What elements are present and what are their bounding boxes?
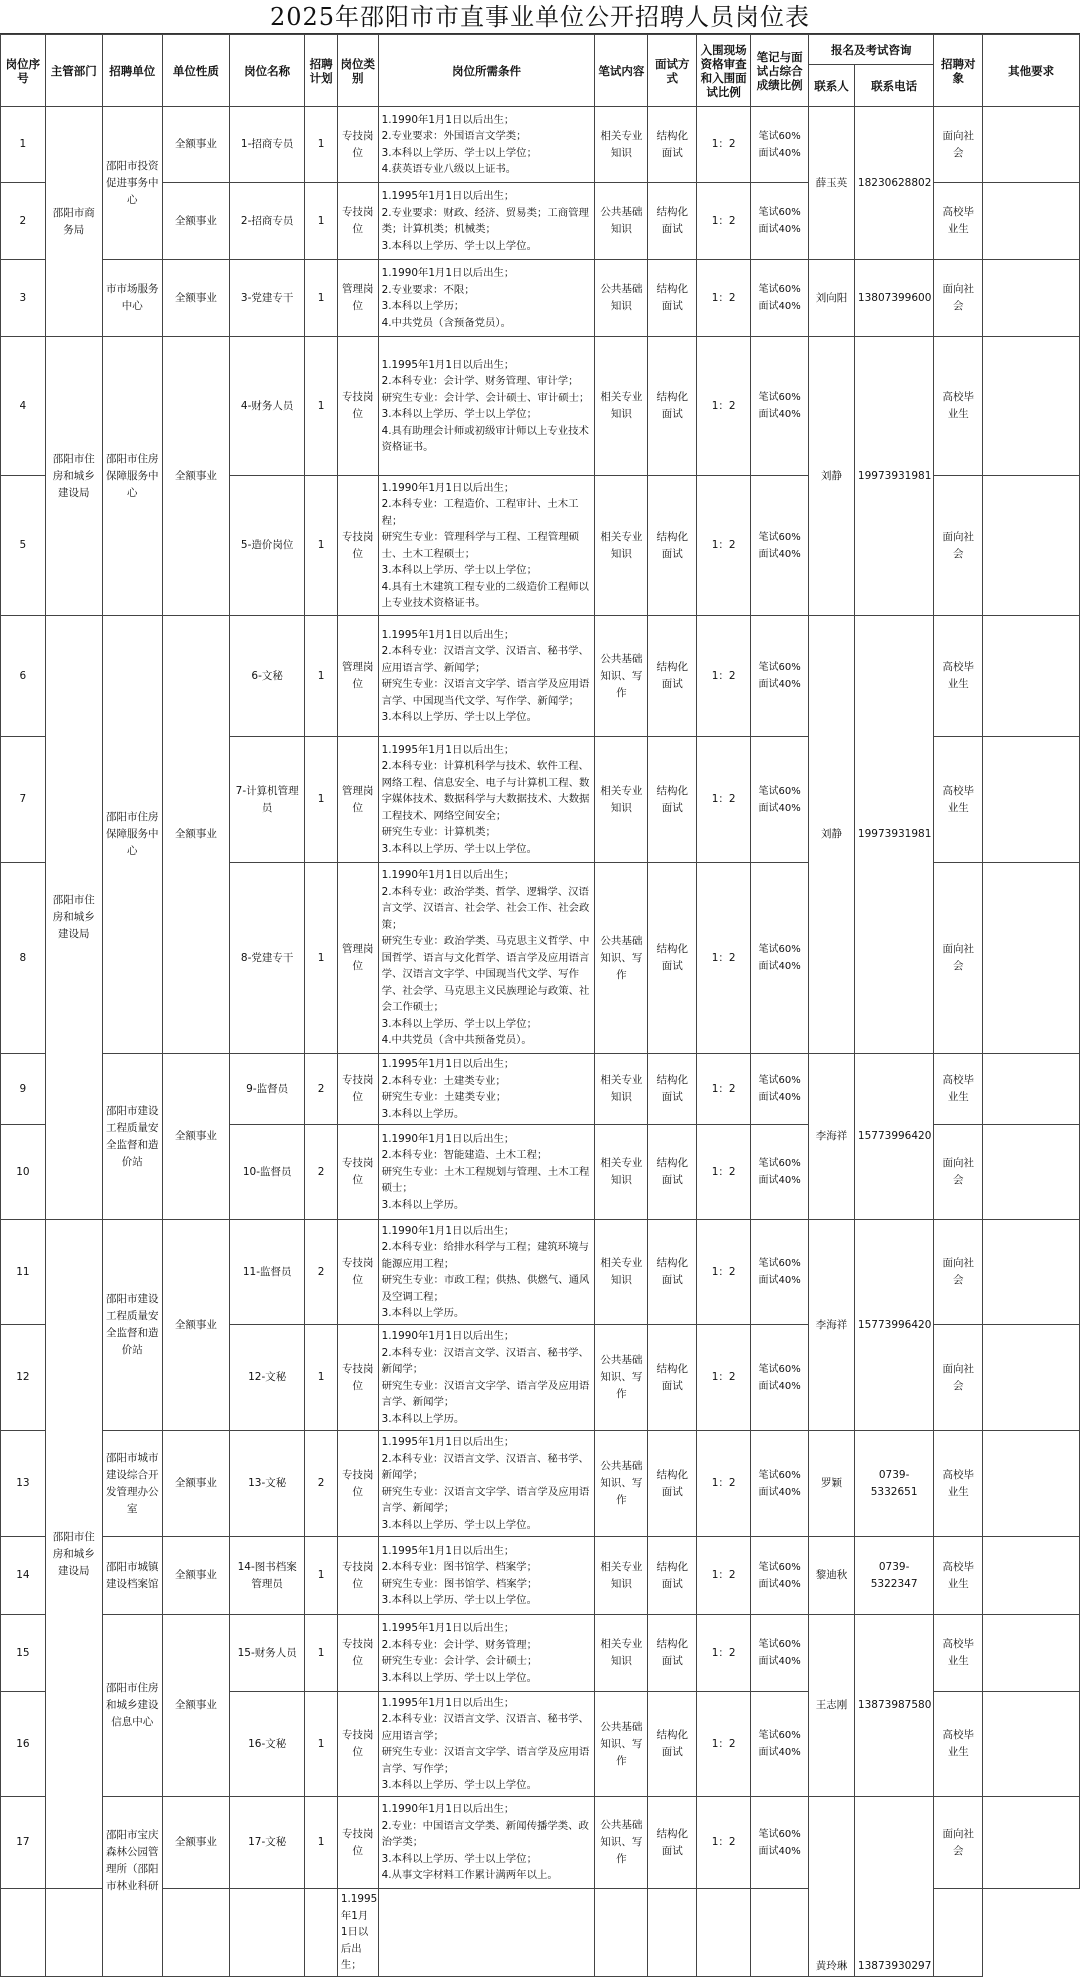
row-seq: 3 — [1, 260, 46, 337]
category-cell — [305, 1889, 338, 1977]
unit-cell: 邵阳市住房保障服务中心 — [102, 616, 162, 1054]
page-title: 2025年邵阳市市直事业单位公开招聘人员岗位表 — [0, 0, 1080, 34]
exam-cell: 公共基础知识、写作 — [595, 1431, 648, 1537]
exam-cell: 公共基础知识、写作 — [595, 863, 648, 1054]
header-weight: 笔记与面试占综合成绩比例 — [751, 35, 809, 107]
header-category: 岗位类别 — [337, 35, 378, 107]
conditions-cell: 1.1995年1月1日以后出生； 2.本科专业：汉语言文学、汉语言、秘书学、新闻学； 研究生专业：汉语言文字学、语言学及应用语言学、新闻学； 3.本科以上学历、学士以上学位。 — [378, 1431, 595, 1537]
contact-phone-cell: 19973931981 — [854, 337, 933, 616]
job-table — [0, 34, 1080, 1977]
other-cell — [983, 1054, 1080, 1125]
contact-name-cell: 黄玲琳 — [809, 1797, 855, 1977]
plan-cell: 1 — [305, 260, 338, 337]
exam-cell: 公共基础知识、写作 — [595, 1797, 648, 1889]
plan-cell: 1 — [305, 863, 338, 1054]
job-name-cell: 6-文秘 — [230, 616, 305, 737]
nature-cell: 全额事业 — [162, 1797, 229, 1889]
table-row — [1, 1431, 1080, 1537]
conditions-cell: 1.1995年1月1日以后出生； 2.本科专业：汉语言文学、汉语言、秘书学、应用语言学； 研究生专业：汉语言文字学、语言学及应用语言学、写作学； 3.本科以上学历、学士以上学位。 — [378, 1692, 595, 1797]
contact-name-cell: 李海祥 — [809, 1054, 855, 1220]
plan-cell: 1 — [305, 107, 338, 183]
ratio-cell: 1：2 — [697, 107, 751, 183]
exam-cell: 相关专业知识 — [595, 1220, 648, 1325]
target-cell: 高校毕业生 — [934, 183, 983, 260]
ratio-cell: 1：2 — [697, 1220, 751, 1325]
other-cell — [983, 107, 1080, 183]
row-seq: 2 — [1, 183, 46, 260]
plan-cell: 2 — [305, 1125, 338, 1220]
row-seq: 5 — [1, 476, 46, 616]
ratio-cell: 1：2 — [697, 260, 751, 337]
contact-phone-cell: 19973931981 — [854, 616, 933, 1054]
interview-cell: 结构化面试 — [648, 1125, 697, 1220]
interview-cell: 结构化面试 — [648, 107, 697, 183]
job-name-cell: 9-监督员 — [230, 1054, 305, 1125]
header-seq: 岗位序号 — [1, 35, 46, 107]
plan-cell: 2 — [305, 1220, 338, 1325]
other-cell — [983, 1220, 1080, 1325]
row-seq: 7 — [1, 737, 46, 863]
weight-cell: 笔试60% 面试40% — [751, 737, 809, 863]
contact-phone-cell: 13873930297 — [854, 1797, 933, 1977]
target-cell: 面向社会 — [934, 1325, 983, 1431]
job-name-cell: 16-文秘 — [230, 1692, 305, 1797]
header-consult: 报名及考试咨询 — [809, 35, 934, 65]
conditions-cell: 1.1995年1月1日以后出生； 2.本科专业：图书馆学、档案学； 研究生专业：图书馆学、档案学； 3.本科以上学历、学士以上学位。 — [378, 1537, 595, 1615]
exam-cell: 公共基础知识、写作 — [595, 1325, 648, 1431]
exam-cell: 公共基础知识 — [595, 183, 648, 260]
ratio-cell: 1：2 — [697, 1125, 751, 1220]
category-cell: 专技岗位 — [337, 476, 378, 616]
conditions-cell: 1.1990年1月1日以后出生； 2.专业要求：外国语言文学类； 3.本科以上学历、学士以上学位； 4.获英语专业八级以上证书。 — [378, 107, 595, 183]
other-cell — [983, 1325, 1080, 1431]
ratio-cell: 1：2 — [697, 863, 751, 1054]
category-cell: 专技岗位 — [337, 1220, 378, 1325]
other-cell — [983, 1797, 1080, 1889]
conditions-cell: 1.1990年1月1日以后出生； 2.本科专业：给排水科学与工程；建筑环境与能源应用工程； 研究生专业：市政工程；供热、供燃气、通风及空调工程； 3.本科以上学历。 — [378, 1220, 595, 1325]
contact-phone-cell: 13873987580 — [854, 1615, 933, 1797]
dept-cell: 邵阳市住房和城乡建设局 — [45, 1220, 102, 1889]
category-cell: 专技岗位 — [337, 1325, 378, 1431]
row-seq: 13 — [1, 1431, 46, 1537]
target-cell: 面向社会 — [934, 1220, 983, 1325]
weight-cell: 笔试60% 面试40% — [751, 863, 809, 1054]
job-name-cell: 14-图书档案管理员 — [230, 1537, 305, 1615]
job-table-sheet — [0, 34, 1080, 1972]
dept-cell: 邵阳市住房和城乡建设局 — [45, 616, 102, 1220]
other-cell — [934, 1889, 983, 1977]
weight-cell: 笔试60% 面试40% — [751, 1692, 809, 1797]
row-seq: 15 — [1, 1615, 46, 1692]
target-cell: 高校毕业生 — [934, 337, 983, 476]
interview-cell: 结构化面试 — [648, 616, 697, 737]
table-row — [1, 616, 1080, 737]
contact-name-cell: 王志刚 — [809, 1615, 855, 1797]
target-cell: 面向社会 — [934, 1797, 983, 1889]
other-cell — [983, 476, 1080, 616]
contact-name-cell: 刘向阳 — [809, 260, 855, 337]
row-seq: 17 — [1, 1797, 46, 1889]
weight-cell: 笔试60% 面试40% — [751, 337, 809, 476]
conditions-cell: 1.1990年1月1日以后出生； 2.本科专业：政治学类、哲学、逻辑学、汉语言文学、汉语言、社会学、社会工作、社会政策； 研究生专业：政治学类、马克思主义哲学、中国哲学、语言与文化哲学、语言学及应用语言学、汉语言文字学、中国现当代文学、写作学、社会学、马克思主义民族理论与政策、社会工作硕士； 3.本科以上学历、学士以上学位； 4.中共党员（含中共预备党员）。 — [378, 863, 595, 1054]
target-cell: 高校毕业生 — [934, 1615, 983, 1692]
exam-cell: 相关专业知识 — [595, 1537, 648, 1615]
weight-cell: 笔试60% 面试40% — [751, 107, 809, 183]
conditions-cell: 1.1995年1月1日以后出生； 2.本科专业：会计学、财务管理、审计学； 研究生专业：会计学、会计硕士、审计硕士； 3.本科以上学历、学士以上学位； 4.具有助理会计师或初级审计师以上专业技术资格证书。 — [378, 337, 595, 476]
exam-cell: 公共基础知识、写作 — [595, 616, 648, 737]
header-ratio: 入围现场资格审查和入围面试比例 — [697, 35, 751, 107]
category-cell: 专技岗位 — [337, 1125, 378, 1220]
plan-cell — [230, 1889, 305, 1977]
job-name-cell: 2-招商专员 — [230, 183, 305, 260]
ratio-cell: 1：2 — [697, 1692, 751, 1797]
plan-cell: 1 — [305, 476, 338, 616]
conditions-cell: 1.1995年1月1日以后出生； 2.本科专业：计算机科学与技术、软件工程、网络工程、信息安全、电子与计算机工程、数字媒体技术、数据科学与大数据技术、大数据工程技术、网络空间安全； 研究生专业：计算机类； 3.本科以上学历、学士以上学位。 — [378, 737, 595, 863]
conditions-cell: 1.1990年1月1日以后出生； 2.专业：中国语言文学类、新闻传播学类、政治学类； 3.本科以上学历、学士以上学位； 4.从事文字材料工作累计满两年以上。 — [378, 1797, 595, 1889]
ratio-cell: 1：2 — [697, 337, 751, 476]
target-cell: 高校毕业生 — [934, 1692, 983, 1797]
target-cell: 高校毕业生 — [934, 1537, 983, 1615]
row-seq: 4 — [1, 337, 46, 476]
job-name-cell: 7-计算机管理员 — [230, 737, 305, 863]
interview-cell: 结构化面试 — [648, 1797, 697, 1889]
plan-cell: 1 — [305, 1797, 338, 1889]
header-dept: 主管部门 — [45, 35, 102, 107]
interview-cell: 结构化面试 — [648, 863, 697, 1054]
header-conditions: 岗位所需条件 — [378, 35, 595, 107]
other-cell — [983, 1692, 1080, 1797]
interview-cell: 结构化面试 — [648, 1615, 697, 1692]
unit-cell: 邵阳市投资促进事务中心 — [102, 107, 162, 260]
conditions-cell: 1.1990年1月1日以后出生； 2.本科专业：汉语言文学、汉语言、秘书学、新闻学； 研究生专业：汉语言文字学、语言学及应用语言学、新闻学； 3.本科以上学历。 — [378, 1325, 595, 1431]
exam-cell — [378, 1889, 595, 1977]
job-name-cell — [162, 1889, 229, 1977]
ratio-cell: 1：2 — [697, 476, 751, 616]
target-cell: 高校毕业生 — [934, 737, 983, 863]
interview-cell: 结构化面试 — [648, 1692, 697, 1797]
interview-cell: 结构化面试 — [648, 1054, 697, 1125]
plan-cell: 1 — [305, 1537, 338, 1615]
interview-cell: 结构化面试 — [648, 337, 697, 476]
row-seq: 11 — [1, 1220, 46, 1325]
plan-cell: 2 — [305, 1054, 338, 1125]
exam-cell: 相关专业知识 — [595, 476, 648, 616]
job-name-cell: 1-招商专员 — [230, 107, 305, 183]
job-name-cell: 8-党建专干 — [230, 863, 305, 1054]
interview-cell: 结构化面试 — [648, 183, 697, 260]
category-cell: 管理岗位 — [337, 616, 378, 737]
interview-cell: 结构化面试 — [648, 1537, 697, 1615]
weight-cell: 笔试60% 面试40% — [751, 1537, 809, 1615]
weight-cell: 笔试60% 面试40% — [751, 1797, 809, 1889]
job-name-cell: 4-财务人员 — [230, 337, 305, 476]
category-cell: 专技岗位 — [337, 1615, 378, 1692]
interview-cell: 结构化面试 — [648, 1431, 697, 1537]
table-row — [1, 337, 1080, 476]
unit-cell: 邵阳市城市建设综合开发管理办公室 — [102, 1431, 162, 1537]
exam-cell: 相关专业知识 — [595, 737, 648, 863]
target-cell: 高校毕业生 — [934, 616, 983, 737]
ratio-cell: 1：2 — [697, 1054, 751, 1125]
contact-name-cell: 刘静 — [809, 616, 855, 1054]
target-cell: 面向社会 — [934, 1125, 983, 1220]
category-cell: 专技岗位 — [337, 337, 378, 476]
header-plan: 招聘计划 — [305, 35, 338, 107]
unit-cell: 市市场服务中心 — [102, 260, 162, 337]
weight-cell: 笔试60% 面试40% — [751, 476, 809, 616]
unit-cell: 邵阳市住房和城乡建设信息中心 — [102, 1615, 162, 1797]
other-cell — [983, 616, 1080, 737]
exam-cell: 公共基础知识、写作 — [595, 1692, 648, 1797]
table-row — [1, 1054, 1080, 1125]
plan-cell: 1 — [305, 183, 338, 260]
conditions-cell: 1.1995年1月1日以后出生； 2.本科专业：土建类专业； 研究生专业：土建类专业； 3.本科以上学历。 — [378, 1054, 595, 1125]
contact-phone-cell: 13807399600 — [854, 260, 933, 337]
exam-cell: 相关专业知识 — [595, 1054, 648, 1125]
table-row — [1, 107, 1080, 183]
conditions-cell: 1.1995年1月1日以后出生； 2.本科专业：会计学、财务管理； 研究生专业：会计学、会计硕士； 3.本科以上学历、学士以上学位。 — [378, 1615, 595, 1692]
unit-cell: 邵阳市建设工程质量安全监督和造价站 — [102, 1054, 162, 1220]
exam-cell: 相关专业知识 — [595, 1615, 648, 1692]
plan-cell: 1 — [305, 616, 338, 737]
plan-cell: 1 — [305, 1692, 338, 1797]
nature-cell: 全额事业 — [162, 1431, 229, 1537]
nature-cell — [45, 1889, 102, 1977]
weight-cell: 笔试60% 面试40% — [751, 1125, 809, 1220]
row-seq: 6 — [1, 616, 46, 737]
target-cell — [751, 1889, 809, 1977]
unit-cell: 邵阳市住房保障服务中心 — [102, 337, 162, 616]
conditions-cell: 1.1990年1月1日以后出生； 2.专业要求：不限； 3.本科以上学历； 4.中共党员（含预备党员）。 — [378, 260, 595, 337]
weight-cell: 笔试60% 面试40% — [751, 1615, 809, 1692]
table-row — [1, 1220, 1080, 1325]
exam-cell: 相关专业知识 — [595, 337, 648, 476]
target-cell: 面向社会 — [934, 476, 983, 616]
target-cell: 面向社会 — [934, 260, 983, 337]
row-seq: 14 — [1, 1537, 46, 1615]
other-cell — [983, 337, 1080, 476]
table-row — [1, 260, 1080, 337]
job-name-cell: 11-监督员 — [230, 1220, 305, 1325]
unit-cell: 邵阳市宝庆森林公园管理所（邵阳市林业科研 — [102, 1797, 162, 1977]
unit-cell: 邵阳市城镇建设档案馆 — [102, 1537, 162, 1615]
target-cell: 面向社会 — [934, 863, 983, 1054]
job-name-cell: 17-文秘 — [230, 1797, 305, 1889]
row-seq: 10 — [1, 1125, 46, 1220]
other-cell — [983, 1537, 1080, 1615]
target-cell: 高校毕业生 — [934, 1431, 983, 1537]
contact-name-cell: 薛玉英 — [809, 107, 855, 260]
row-seq — [1, 1889, 46, 1977]
nature-cell: 全额事业 — [162, 183, 229, 260]
exam-cell: 公共基础知识 — [595, 260, 648, 337]
contact-name-cell: 刘静 — [809, 337, 855, 616]
dept-cell: 邵阳市住房和城乡建设局 — [45, 337, 102, 616]
other-cell — [983, 1125, 1080, 1220]
nature-cell: 全额事业 — [162, 1537, 229, 1615]
category-cell: 管理岗位 — [337, 863, 378, 1054]
weight-cell: 笔试60% 面试40% — [751, 260, 809, 337]
weight-cell: 笔试60% 面试40% — [751, 1325, 809, 1431]
job-name-cell: 5-造价岗位 — [230, 476, 305, 616]
category-cell: 管理岗位 — [337, 737, 378, 863]
ratio-cell: 1：2 — [697, 183, 751, 260]
interview-cell: 结构化面试 — [648, 476, 697, 616]
weight-cell: 笔试60% 面试40% — [751, 1220, 809, 1325]
ratio-cell: 1：2 — [697, 616, 751, 737]
header-interview: 面试方式 — [648, 35, 697, 107]
plan-cell: 1 — [305, 1325, 338, 1431]
category-cell: 专技岗位 — [337, 183, 378, 260]
ratio-cell: 1：2 — [697, 1615, 751, 1692]
dept-cell: 邵阳市商务局 — [45, 107, 102, 337]
category-cell: 管理岗位 — [337, 260, 378, 337]
header-name: 岗位名称 — [230, 35, 305, 107]
category-cell: 专技岗位 — [337, 1797, 378, 1889]
weight-cell: 笔试60% 面试40% — [751, 1431, 809, 1537]
category-cell: 专技岗位 — [337, 1054, 378, 1125]
table-row — [1, 1537, 1080, 1615]
nature-cell: 全额事业 — [162, 1615, 229, 1797]
other-cell — [983, 183, 1080, 260]
header-other: 其他要求 — [983, 35, 1080, 107]
weight-cell — [697, 1889, 751, 1977]
contact-phone-cell: 18230628802 — [854, 107, 933, 260]
ratio-cell: 1：2 — [697, 737, 751, 863]
interview-cell: 结构化面试 — [648, 1220, 697, 1325]
other-cell — [983, 863, 1080, 1054]
exam-cell: 相关专业知识 — [595, 107, 648, 183]
nature-cell: 全额事业 — [162, 107, 229, 183]
conditions-cell: 1.1990年1月1日以后出生； 2.本科专业：智能建造、土木工程； 研究生专业：土木工程规划与管理、土木工程硕士； 3.本科以上学历。 — [378, 1125, 595, 1220]
weight-cell: 笔试60% 面试40% — [751, 1054, 809, 1125]
category-cell: 专技岗位 — [337, 1537, 378, 1615]
unit-cell: 邵阳市建设工程质量安全监督和造价站 — [102, 1220, 162, 1431]
target-cell: 高校毕业生 — [934, 1054, 983, 1125]
conditions-cell: 1.1995年1月1日以后出生； 2.本科专业：汉语言文学、汉语言、秘书学、应用语言学、新闻学； 研究生专业：汉语言文字学、语言学及应用语言学、中国现当代文学、写作学、新闻学； 3.本科以上学历、学士以上学位。 — [378, 616, 595, 737]
header-exam: 笔试内容 — [595, 35, 648, 107]
nature-cell: 全额事业 — [162, 1054, 229, 1220]
interview-cell: 结构化面试 — [648, 737, 697, 863]
ratio-cell: 1：2 — [697, 1537, 751, 1615]
other-cell — [983, 737, 1080, 863]
plan-cell: 1 — [305, 737, 338, 863]
contact-phone-cell: 15773996420 — [854, 1220, 933, 1431]
interview-cell — [595, 1889, 648, 1977]
weight-cell: 笔试60% 面试40% — [751, 616, 809, 737]
category-cell: 专技岗位 — [337, 107, 378, 183]
exam-cell: 相关专业知识 — [595, 1125, 648, 1220]
conditions-cell: 1.1990年1月1日以后出生； 2.本科专业：工程造价、工程审计、土木工程； 研究生专业：管理科学与工程、工程管理硕士、土木工程硕士； 3.本科以上学历、学士以上学位； 4.具有土木建筑工程专业的二级造价工程师以上专业技术资格证书。 — [378, 476, 595, 616]
other-cell — [983, 1431, 1080, 1537]
ratio-cell: 1：2 — [697, 1431, 751, 1537]
job-name-cell: 3-党建专干 — [230, 260, 305, 337]
job-name-cell: 12-文秘 — [230, 1325, 305, 1431]
ratio-cell: 1：2 — [697, 1797, 751, 1889]
other-cell — [983, 260, 1080, 337]
contact-phone-cell: 15773996420 — [854, 1054, 933, 1220]
category-cell: 专技岗位 — [337, 1431, 378, 1537]
row-seq: 16 — [1, 1692, 46, 1797]
ratio-cell: 1：2 — [697, 1325, 751, 1431]
contact-name-cell: 黎迪秋 — [809, 1537, 855, 1615]
target-cell: 面向社会 — [934, 107, 983, 183]
row-seq: 8 — [1, 863, 46, 1054]
table-row — [1, 1797, 1080, 1889]
ratio-cell — [648, 1889, 697, 1977]
table-row — [1, 1615, 1080, 1692]
row-seq: 1 — [1, 107, 46, 183]
header-phone: 联系电话 — [854, 65, 933, 107]
other-cell — [983, 1615, 1080, 1692]
nature-cell: 全额事业 — [162, 337, 229, 616]
row-seq: 12 — [1, 1325, 46, 1431]
row-seq: 9 — [1, 1054, 46, 1125]
contact-name-cell: 李海祥 — [809, 1220, 855, 1431]
header-contact: 联系人 — [809, 65, 855, 107]
contact-phone-cell: 0739-5332651 — [854, 1431, 933, 1537]
conditions-cell: 1.1995年1月1日以后出生； 2.专业要求：财政、经济、贸易类；工商管理类；计算机类；机械类； 3.本科以上学历、学士以上学位。 — [378, 183, 595, 260]
job-name-cell: 15-财务人员 — [230, 1615, 305, 1692]
plan-cell: 2 — [305, 1431, 338, 1537]
interview-cell: 结构化面试 — [648, 260, 697, 337]
job-name-cell: 13-文秘 — [230, 1431, 305, 1537]
header-unit: 招聘单位 — [102, 35, 162, 107]
interview-cell: 结构化面试 — [648, 1325, 697, 1431]
contact-name-cell: 罗颖 — [809, 1431, 855, 1537]
header-target: 招聘对象 — [934, 35, 983, 107]
contact-phone-cell: 0739-5322347 — [854, 1537, 933, 1615]
job-name-cell: 10-监督员 — [230, 1125, 305, 1220]
nature-cell: 全额事业 — [162, 260, 229, 337]
plan-cell: 1 — [305, 1615, 338, 1692]
plan-cell: 1 — [305, 337, 338, 476]
nature-cell: 全额事业 — [162, 1220, 229, 1431]
conditions-cell: 1.1995年1月1日以后出生； — [337, 1889, 378, 1977]
weight-cell: 笔试60% 面试40% — [751, 183, 809, 260]
nature-cell: 全额事业 — [162, 616, 229, 1054]
header-nature: 单位性质 — [162, 35, 229, 107]
category-cell: 专技岗位 — [337, 1692, 378, 1797]
